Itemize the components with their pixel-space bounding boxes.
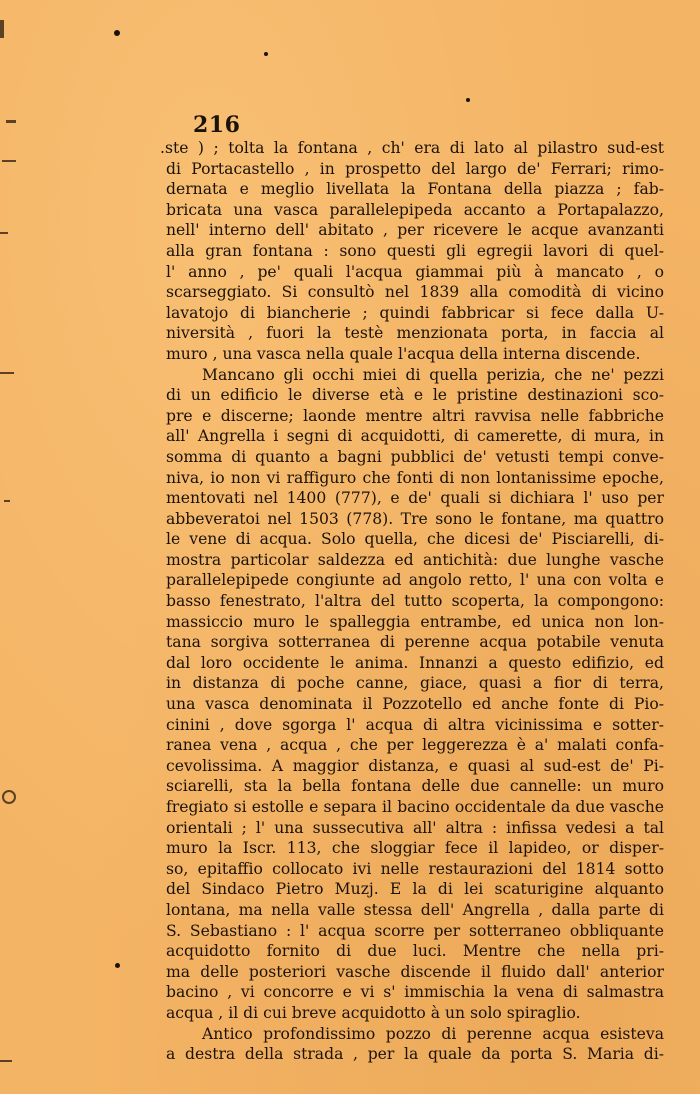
text-line: muro , una vasca nella quale l'acqua della interna discende. bbox=[166, 344, 641, 363]
text-line: lavatojo di biancherie ; quindi fabbricar si fece dalla U- bbox=[166, 303, 664, 322]
text-line: Antico profondissimo pozzo di perenne acqua esisteva bbox=[202, 1024, 664, 1043]
text-line: dal loro occidente le anima. Innanzi a questo edifizio, ed bbox=[166, 653, 664, 672]
binding-mark bbox=[2, 160, 16, 162]
text-line: so, epitaffio collocato ivi nelle restaurazioni del 1814 sotto bbox=[166, 859, 664, 878]
text-line: cinini , dove sgorga l' acqua di altra vicinissima e sotter- bbox=[166, 715, 664, 734]
ink-speck bbox=[466, 98, 470, 102]
binding-mark bbox=[4, 500, 10, 502]
page-number: 216 bbox=[193, 112, 241, 138]
text-line: acquidotto fornito di due luci. Mentre che nella pri- bbox=[166, 942, 664, 961]
text-line: massiccio muro le spalleggia entrambe, ed unica non lon- bbox=[166, 612, 664, 631]
text-line: all' Angrella i segni di acquidotti, di camerette, di mura, in bbox=[166, 427, 664, 446]
body-text bbox=[160, 138, 664, 1065]
text-line: dernata e meglio livellata la Fontana della piazza ; fab- bbox=[166, 180, 664, 199]
binding-mark bbox=[0, 1060, 12, 1062]
text-line: l' anno , pe' quali l'acqua giammai più à mancato , o bbox=[166, 262, 664, 281]
text-line: lontana, ma nella valle stessa dell' Angrella , dalla parte di bbox=[166, 900, 664, 919]
text-line: niva, io non vi raffiguro che fonti di non lontanissime epoche, bbox=[166, 468, 664, 487]
ink-speck bbox=[264, 52, 268, 56]
text-line: bacino , vi concorre e vi s' immischia la vena di salmastra bbox=[166, 983, 664, 1002]
binding-mark bbox=[2, 790, 16, 804]
text-line: bricata una vasca parallelepipeda accanto a Portapalazzo, bbox=[166, 200, 664, 219]
binding-mark bbox=[0, 232, 8, 234]
text-line: somma di quanto a bagni pubblici de' vetusti tempi conve- bbox=[166, 447, 664, 466]
text-line: del Sindaco Pietro Muzj. E la di lei scaturigine alquanto bbox=[166, 880, 664, 899]
binding-mark bbox=[0, 20, 4, 38]
text-line: mostra particolar saldezza ed antichità: due lunghe vasche bbox=[166, 550, 664, 569]
text-line: pre e discerne; laonde mentre altri ravvisa nelle fabbriche bbox=[166, 406, 664, 425]
text-line: basso fenestrato, l'altra del tutto scoperta, la compongono: bbox=[166, 592, 664, 611]
text-line: fregiato si estolle e separa il bacino occidentale da due vasche bbox=[166, 798, 664, 816]
text-line: acqua , il di cui breve acquidotto à un solo spiraglio. bbox=[166, 1003, 581, 1022]
text-line: cevolissima. A maggior distanza, e quasi al sud-est de' Pi- bbox=[166, 756, 664, 775]
binding-mark bbox=[0, 372, 14, 374]
text-line: orientali ; l' una sussecutiva all' altra : infissa vedesi a tal bbox=[166, 818, 664, 837]
text-line: scarseggiato. Si consultò nel 1839 alla comodità di vicino bbox=[166, 283, 664, 302]
text-line: muro la Iscr. 113, che sloggiar fece il lapideo, or disper- bbox=[166, 839, 664, 858]
text-line: mentovati nel 1400 (777), e de' quali si dichiara l' uso per bbox=[166, 489, 664, 508]
text-line: S. Sebastiano : l' acqua scorre per sotterraneo obbliquante bbox=[166, 921, 664, 940]
text-line: niversità , fuori la testè menzionata porta, in faccia al bbox=[166, 324, 664, 343]
text-line: sciarelli, sta la bella fontana delle due cannelle: un muro bbox=[166, 777, 664, 796]
text-line: Mancano gli occhi miei di quella perizia, che ne' pezzi bbox=[202, 365, 664, 384]
text-line: abbeveratoi nel 1503 (778). Tre sono le fontane, ma quattro bbox=[166, 509, 664, 528]
text-line: una vasca denominata il Pozzotello ed anche fonte di Pio- bbox=[166, 695, 664, 714]
text-line: in distanza di poche canne, giace, quasi a fior di terra, bbox=[166, 674, 664, 693]
ink-speck bbox=[114, 30, 120, 36]
text-line: .ste ) ; tolta la fontana , ch' era di lato al pilastro sud-est bbox=[160, 139, 664, 157]
text-line: di un edificio le diverse età e le pristine destinazioni sco- bbox=[166, 386, 664, 405]
ink-speck bbox=[115, 963, 120, 968]
text-line: a destra della strada , per la quale da porta S. Maria di- bbox=[166, 1045, 664, 1064]
text-line: nell' interno dell' abitato , per ricevere le acque avanzanti bbox=[166, 221, 664, 240]
text-line: ma delle posteriori vasche discende il fluido dall' anterior bbox=[166, 962, 664, 981]
binding-mark bbox=[6, 120, 16, 123]
text-line: tana sorgiva sotterranea di perenne acqua potabile venuta bbox=[166, 633, 664, 652]
text-line: parallelepipede congiunte ad angolo retto, l' una con volta e bbox=[166, 571, 664, 590]
text-line: ranea vena , acqua , che per leggerezza è a' malati confa- bbox=[166, 736, 664, 755]
text-line: di Portacastello , in prospetto del largo de' Ferrari; rimo- bbox=[166, 159, 664, 178]
text-line: le vene di acqua. Solo quella, che dicesi de' Pisciarelli, di- bbox=[166, 530, 664, 549]
text-line: alla gran fontana : sono questi gli egregii lavori di quel- bbox=[166, 241, 664, 260]
